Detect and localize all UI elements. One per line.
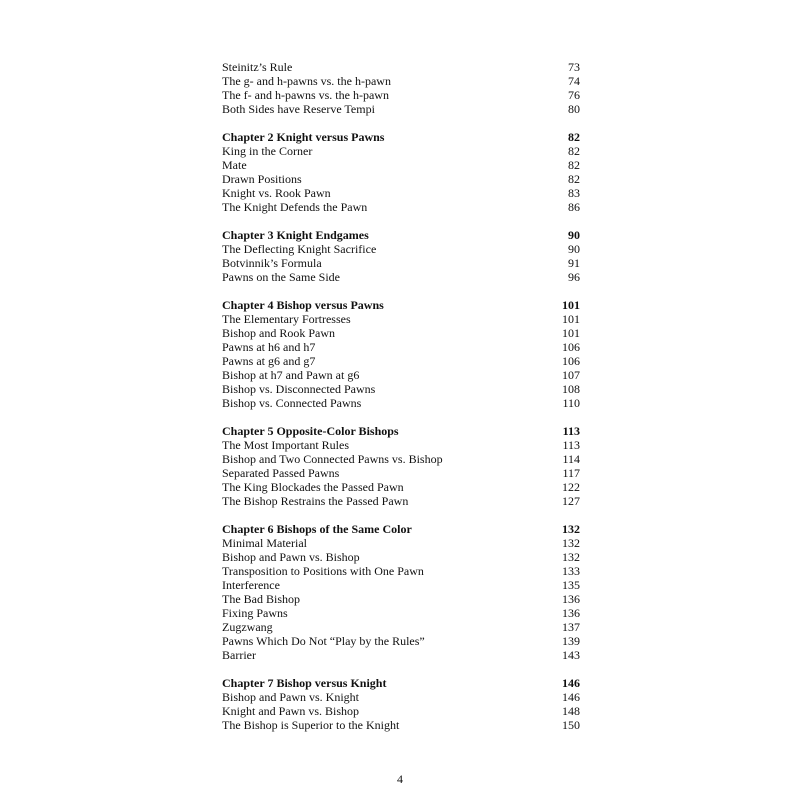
toc-entry bbox=[222, 256, 580, 270]
toc-entry-title: The Elementary Fortresses bbox=[222, 312, 351, 326]
toc-entry bbox=[222, 396, 580, 410]
toc-entry-page-number: 139 bbox=[562, 634, 580, 648]
toc-entry bbox=[222, 550, 580, 564]
toc-entry-title: Pawns at g6 and g7 bbox=[222, 354, 316, 368]
toc-entry-page-number: 110 bbox=[562, 396, 580, 410]
toc-entry-title: Bishop vs. Disconnected Pawns bbox=[222, 382, 376, 396]
toc-entry-page-number: 117 bbox=[562, 466, 580, 480]
toc-entry-title: The Knight Defends the Pawn bbox=[222, 200, 368, 214]
toc-entry bbox=[222, 88, 580, 102]
toc-entry-title: The Bishop Restrains the Passed Pawn bbox=[222, 494, 409, 508]
chapter-page-number: 101 bbox=[562, 298, 580, 312]
toc-entry-title: Pawns Which Do Not “Play by the Rules” bbox=[222, 634, 425, 648]
toc-entry bbox=[222, 718, 580, 732]
toc-entry-page-number: 146 bbox=[562, 690, 580, 704]
chapter-heading bbox=[222, 676, 580, 690]
toc-entry bbox=[222, 578, 580, 592]
toc-entry bbox=[222, 634, 580, 648]
toc-entry-page-number: 113 bbox=[562, 438, 580, 452]
toc-entry-page-number: 101 bbox=[562, 312, 580, 326]
chapter-title: Chapter 4 Bishop versus Pawns bbox=[222, 298, 384, 312]
toc-entry-page-number: 76 bbox=[568, 88, 580, 102]
chapter-heading bbox=[222, 228, 580, 242]
toc-entry bbox=[222, 340, 580, 354]
toc-entry-title: Separated Passed Pawns bbox=[222, 466, 340, 480]
chapter-title: Chapter 7 Bishop versus Knight bbox=[222, 676, 387, 690]
toc-section bbox=[222, 60, 580, 116]
toc-entry bbox=[222, 60, 580, 74]
chapter-page-number: 146 bbox=[562, 676, 580, 690]
toc-entry-page-number: 96 bbox=[568, 270, 580, 284]
toc-entry bbox=[222, 270, 580, 284]
toc-entry-page-number: 106 bbox=[562, 340, 580, 354]
chapter-page-number: 132 bbox=[562, 522, 580, 536]
toc-entry-title: The g- and h-pawns vs. the h-pawn bbox=[222, 74, 391, 88]
toc-entry-page-number: 90 bbox=[568, 242, 580, 256]
toc-entry-page-number: 91 bbox=[568, 256, 580, 270]
toc-entry-page-number: 133 bbox=[562, 564, 580, 578]
chapter-title: Chapter 5 Opposite-Color Bishops bbox=[222, 424, 399, 438]
toc-entry bbox=[222, 704, 580, 718]
toc-entry-title: Bishop and Pawn vs. Bishop bbox=[222, 550, 360, 564]
toc-entry-page-number: 108 bbox=[562, 382, 580, 396]
toc-entry bbox=[222, 648, 580, 662]
toc-entry bbox=[222, 382, 580, 396]
toc-entry-title: The Bishop is Superior to the Knight bbox=[222, 718, 400, 732]
chapter-page-number: 90 bbox=[568, 228, 580, 242]
toc-section bbox=[222, 228, 580, 284]
toc-entry-title: King in the Corner bbox=[222, 144, 313, 158]
chapter-heading bbox=[222, 424, 580, 438]
toc-entry-title: Pawns at h6 and h7 bbox=[222, 340, 316, 354]
toc-entry-page-number: 122 bbox=[562, 480, 580, 494]
toc-entry-title: Bishop vs. Connected Pawns bbox=[222, 396, 362, 410]
toc-entry-page-number: 148 bbox=[562, 704, 580, 718]
toc-entry-title: The Bad Bishop bbox=[222, 592, 300, 606]
toc-entry-title: Mate bbox=[222, 158, 247, 172]
chapter-heading bbox=[222, 130, 580, 144]
toc-entry-page-number: 106 bbox=[562, 354, 580, 368]
toc-section bbox=[222, 676, 580, 732]
toc-entry-title: Barrier bbox=[222, 648, 256, 662]
toc-entry bbox=[222, 144, 580, 158]
chapter-heading bbox=[222, 298, 580, 312]
toc-entry bbox=[222, 326, 580, 340]
page-number: 4 bbox=[397, 772, 403, 786]
toc-entry bbox=[222, 494, 580, 508]
toc-entry-page-number: 136 bbox=[562, 592, 580, 606]
toc-entry-page-number: 107 bbox=[562, 368, 580, 382]
toc-entry-title: Drawn Positions bbox=[222, 172, 302, 186]
toc-entry bbox=[222, 242, 580, 256]
toc-entry bbox=[222, 200, 580, 214]
toc-entry-page-number: 74 bbox=[568, 74, 580, 88]
toc-entry bbox=[222, 536, 580, 550]
toc-entry bbox=[222, 186, 580, 200]
toc-entry-title: Zugzwang bbox=[222, 620, 273, 634]
toc-entry-title: The f- and h-pawns vs. the h-pawn bbox=[222, 88, 389, 102]
toc-entry-page-number: 101 bbox=[562, 326, 580, 340]
toc-entry bbox=[222, 564, 580, 578]
toc-entry-page-number: 132 bbox=[562, 550, 580, 564]
chapter-page-number: 82 bbox=[568, 130, 580, 144]
toc-entry-page-number: 80 bbox=[568, 102, 580, 116]
toc-entry-page-number: 73 bbox=[568, 60, 580, 74]
toc-entry-title: The Deflecting Knight Sacrifice bbox=[222, 242, 377, 256]
toc-entry-page-number: 136 bbox=[562, 606, 580, 620]
toc-entry-title: Knight vs. Rook Pawn bbox=[222, 186, 331, 200]
toc-entry bbox=[222, 438, 580, 452]
toc-section bbox=[222, 130, 580, 214]
toc-entry-page-number: 86 bbox=[568, 200, 580, 214]
toc-entry-page-number: 82 bbox=[568, 144, 580, 158]
toc-entry bbox=[222, 690, 580, 704]
toc-entry-title: Knight and Pawn vs. Bishop bbox=[222, 704, 360, 718]
toc-entry-title: The Most Important Rules bbox=[222, 438, 349, 452]
toc-entry bbox=[222, 466, 580, 480]
toc-entry bbox=[222, 74, 580, 88]
toc-entry bbox=[222, 606, 580, 620]
toc-entry-page-number: 137 bbox=[562, 620, 580, 634]
toc-entry bbox=[222, 158, 580, 172]
toc-entry-page-number: 132 bbox=[562, 536, 580, 550]
toc-entry-title: Pawns on the Same Side bbox=[222, 270, 340, 284]
toc-entry-page-number: 150 bbox=[562, 718, 580, 732]
toc-entry-page-number: 83 bbox=[568, 186, 580, 200]
toc-entry-title: Minimal Material bbox=[222, 536, 307, 550]
toc-entry-title: Botvinnik’s Formula bbox=[222, 256, 322, 270]
toc-entry-title: Both Sides have Reserve Tempi bbox=[222, 102, 375, 116]
toc-section bbox=[222, 424, 580, 508]
chapter-page-number: 113 bbox=[562, 424, 580, 438]
toc-entry-title: The King Blockades the Passed Pawn bbox=[222, 480, 404, 494]
toc-section bbox=[222, 298, 580, 410]
table-of-contents bbox=[222, 60, 580, 732]
chapter-title: Chapter 3 Knight Endgames bbox=[222, 228, 369, 242]
toc-section bbox=[222, 522, 580, 662]
toc-entry-page-number: 82 bbox=[568, 172, 580, 186]
toc-entry bbox=[222, 368, 580, 382]
toc-entry-title: Interference bbox=[222, 578, 280, 592]
toc-entry-page-number: 127 bbox=[562, 494, 580, 508]
chapter-heading bbox=[222, 522, 580, 536]
toc-entry bbox=[222, 480, 580, 494]
toc-entry bbox=[222, 592, 580, 606]
toc-entry bbox=[222, 620, 580, 634]
toc-entry-title: Fixing Pawns bbox=[222, 606, 288, 620]
toc-entry-title: Steinitz’s Rule bbox=[222, 60, 293, 74]
toc-entry-page-number: 82 bbox=[568, 158, 580, 172]
toc-entry bbox=[222, 102, 580, 116]
toc-entry bbox=[222, 172, 580, 186]
toc-entry-title: Bishop at h7 and Pawn at g6 bbox=[222, 368, 360, 382]
toc-entry-title: Transposition to Positions with One Pawn bbox=[222, 564, 424, 578]
chapter-title: Chapter 6 Bishops of the Same Color bbox=[222, 522, 412, 536]
toc-entry-title: Bishop and Rook Pawn bbox=[222, 326, 336, 340]
toc-entry bbox=[222, 312, 580, 326]
toc-entry bbox=[222, 354, 580, 368]
toc-entry-page-number: 114 bbox=[562, 452, 580, 466]
toc-entry bbox=[222, 452, 580, 466]
toc-entry-title: Bishop and Pawn vs. Knight bbox=[222, 690, 360, 704]
chapter-title: Chapter 2 Knight versus Pawns bbox=[222, 130, 385, 144]
toc-entry-title: Bishop and Two Connected Pawns vs. Bishop bbox=[222, 452, 443, 466]
toc-entry-page-number: 135 bbox=[562, 578, 580, 592]
toc-entry-page-number: 143 bbox=[562, 648, 580, 662]
